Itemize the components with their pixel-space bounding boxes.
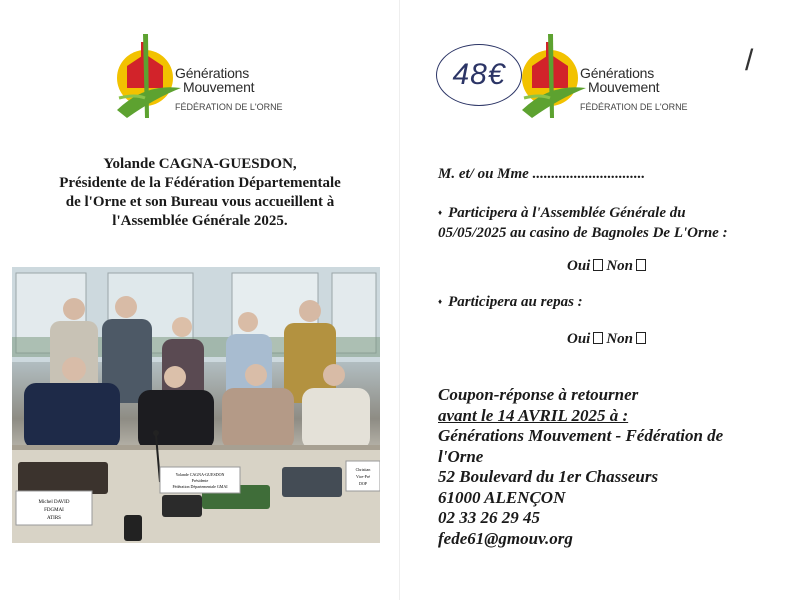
board-group-photo (12, 267, 380, 543)
assembly-question-line: 05/05/2025 au casino de Bagnoles De L'Orne : (438, 225, 728, 241)
oui-label: Oui (567, 331, 591, 347)
meal-question (438, 294, 583, 311)
page-fold (399, 0, 400, 600)
coupon-city: 61000 ALENÇON (438, 487, 566, 507)
logo-wordmark (580, 66, 659, 94)
generations-mouvement-logo-right (520, 28, 690, 118)
generations-mouvement-logo (115, 28, 285, 118)
microphone-head (153, 430, 159, 436)
meal-answer (567, 331, 649, 348)
bullet-icon: ♦ (438, 297, 443, 306)
logo-line1: Générations (580, 65, 655, 81)
coupon-line: l'Orne (438, 446, 484, 466)
heading-line: Présidente de la Fédération Départementale (59, 175, 341, 191)
assembly-answer (567, 258, 649, 275)
non-checkbox[interactable] (636, 259, 646, 271)
invitation-heading (10, 155, 390, 231)
corner-mark: / (745, 44, 754, 77)
briefcase (18, 462, 108, 494)
coupon-deadline: avant le 14 AVRIL 2025 à : (438, 405, 629, 425)
logo-subtitle: FÉDÉRATION DE L'ORNE (580, 102, 688, 112)
non-checkbox[interactable] (636, 332, 646, 344)
coupon-line: Générations Mouvement - Fédération de (438, 426, 724, 445)
logo-wordmark (175, 66, 254, 94)
non-label: Non (606, 258, 634, 274)
placard-text: Présidente (191, 478, 209, 483)
table-edge (12, 445, 380, 450)
heading-line: l'Assemblée Générale 2025. (112, 213, 288, 229)
assembly-question-line: Participera à l'Assemblée Générale du (448, 205, 686, 221)
remote-control (124, 515, 142, 541)
non-label: Non (606, 331, 634, 347)
device (162, 495, 202, 517)
coupon-line: Coupon-réponse à retourner (438, 385, 639, 404)
heading-line: Yolande CAGNA-GUESDON, (103, 156, 297, 172)
placard-text: Christian (355, 467, 371, 472)
laptop (282, 467, 342, 497)
placard-text: FDGMAI (44, 508, 64, 513)
placard-text: Vice-Pré (356, 474, 370, 479)
placard-text: ATIRS (47, 516, 61, 521)
price-stamp: 48€ (436, 44, 522, 106)
oui-checkbox[interactable] (593, 259, 603, 271)
photo-illustration (12, 267, 380, 543)
heading-line: de l'Orne et son Bureau vous accueillent à (65, 194, 335, 210)
placard-text: Fédération Départementale GMAI (172, 484, 228, 489)
meal-question-text: Participera au repas : (448, 294, 583, 310)
oui-checkbox[interactable] (593, 332, 603, 344)
logo-line2: Mouvement (183, 79, 255, 95)
oui-label: Oui (567, 258, 591, 274)
logo-line2: Mouvement (588, 79, 660, 95)
assembly-question (438, 204, 793, 242)
logo-subtitle: FÉDÉRATION DE L'ORNE (175, 102, 283, 112)
placard-text: Michel DAVID (38, 500, 70, 505)
bullet-icon: ♦ (438, 208, 443, 217)
coupon-email[interactable]: fede61@gmouv.org (438, 528, 573, 548)
name-fill-line[interactable]: M. et/ ou Mme .............................. (438, 166, 646, 182)
coupon-phone[interactable]: 02 33 26 29 45 (438, 508, 540, 527)
placard-text: DOP (358, 481, 368, 486)
placard-text: Yolande CAGNA-GUESDON (175, 472, 225, 477)
coupon-address: 52 Boulevard du 1er Chasseurs (438, 467, 659, 486)
logo-line1: Générations (175, 65, 250, 81)
coupon-block (438, 385, 723, 549)
